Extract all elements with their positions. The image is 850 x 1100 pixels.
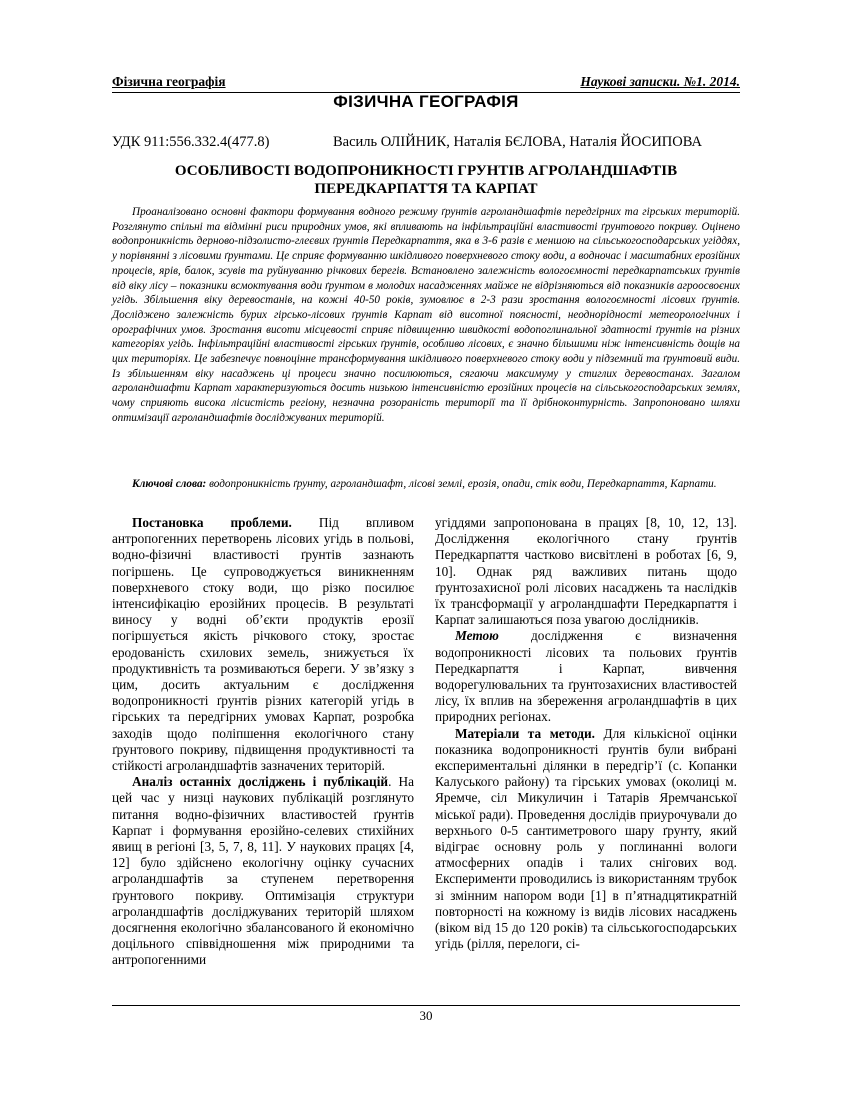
aim-heading: Метою [455, 628, 499, 644]
udk-code: УДК 911:556.332.4(477.8) [112, 134, 270, 150]
methods-heading: Матеріали та методи. [455, 725, 595, 741]
title-line-1: ОСОБЛИВОСТІ ВОДОПРОНИКНОСТІ ГРУНТІВ АГРОЛАНДШАФТІВ [174, 163, 678, 179]
running-header [112, 74, 740, 93]
article-title [112, 162, 740, 198]
problem-heading: Постановка проблеми. [132, 515, 292, 530]
header-journal: Наукові записки. №1. 2014. [580, 74, 740, 89]
title-line-2: ПЕРЕДКАРПАТТЯ ТА КАРПАТ [314, 181, 538, 197]
abstract: Проаналізовано основні фактори формування водного режиму ґрунтів агроландшафтів передгірних та гірських територій. Розглянуто спільні та відмінні риси природних умов, які впливають на інфільтраційні властивості ґрунтового покриву. Оцінено водопроникність дерново-підзолисто-глеєвих ґрунтів Передкарпаття, яка в 3-6 разів є меншою на сільськогосподарських угіддях, у порівнянні з лісовими ґрунтами. Це сприяє формуванню шкідливого поверхневого стоку води, а водночас і масштабних ерозійних процесів, ярів, балок, зсувів та руйнуванню річкових берегів. Встановлено залежність вологоємності передкарпатських ґрунтів від віку лісу – показники всмоктування води ґрунтом в молодих насадженнях майже не відрізняються від показників агроосвоєних угідь. Збільшення віку деревостанів, на кожні 40-50 років, зумовлює в 2-3 рази зростання вологоємності лісових ґрунтів. Досліджено залежність бурих гірсько-лісових ґрунтів Карпат від висотної поясності, неоднорідності метеорологічних і орографічних умов. Зростання висоти місцевості сприяє підвищенню швидкості водопоглинальної здатності ґрунтів на різних категоріях угідь. Інфільтраційні властивості гірських ґрунтів, особливо лісових, є значно більшими ніж інтенсивність дощів на цих територіях. Це забезпечує повноцінне трансформування шкідливого поверхневого стоку води у підземний та ґрунтовий види. Із збільшенням віку насаджень ці процеси значно посилюються, сягаючи максимуму у стиглих деревостанах. Загалом агроландшафти Карпат характеризуються досить низькою інтенсивністю ерозійних процесів на сільськогосподарських землях, чому сприяють висока лісистість регіону, незначна розораність території та її дрібноконтурність. Запропоновано шляхи оптимізації агроландшафтів досліджуваних територій. [112, 206, 740, 424]
authors: Василь ОЛІЙНИК, Наталія БЄЛОВА, Наталія ЙОСИПОВА [333, 134, 702, 150]
problem-paragraph: Постановка проблеми. Під впливом антропогенних перетворень лісових угідь в польові, водно-фізичні властивості ґрунтів зазнають погіршень. Це супроводжується виникненням поверхневого стоку води, що різко посилює інтенсифікацію ерозійних процесів. В результаті виносу у водні об’єкти продуктів ерозії погіршується якість річкового стоку, зростає еродованість схилових земель, знижується їх продуктивність та розмиваються береги. У зв’язку з цим, досить актуальним є дослідження водопроникності ґрунтів різних категорій угідь в гірських та передгірних умовах Карпат, розробка заходів щодо поліпшення екологічного стану ґрунтового покриву, підвищення продуктивності та стійкості агроландшафтів зазначених територій. [112, 515, 414, 774]
footer-rule [112, 1005, 740, 1006]
keywords-text: водопроникність ґрунту, агроландшафт, лісові землі, ерозія, опади, стік води, Передкарпаття, Карпати. [206, 478, 717, 490]
continuation-paragraph: угіддями запропонована в працях [8, 10, 12, 13]. Дослідження екологічного стану ґрунтів Передкарпаття частково висвітлені в роботах [6, 9, 10]. Однак ряд важливих питань щодо ґрунтозахисної ролі лісових насаджень та наслідків їх трансформації у агроландшафти Передкарпаття і Карпат залишаються поза увагою дослідників. [435, 515, 737, 628]
keywords-label: Ключові слова: [132, 478, 207, 490]
section-title: ФІЗИЧНА ГЕОГРАФІЯ [333, 92, 519, 111]
methods-paragraph: Матеріали та методи. Для кількісної оцінки показника водопроникності ґрунтів були вибрані експериментальні ділянки в передгір’ї (с. Копанки Калуського району) та гірських умовах (околиці м. Яремче, сіл Микуличин і Татарів Яремчанської міської ради). Проведення дослідів приурочували до верхнього 0-5 сантиметрового шару ґрунту, який відіграє основну роль у поглинанні вологи атмосферних опадів і талих снігових вод. Експерименти проводились із використанням трубок зі змінним напором води [1] в п’ятнадцятикратній повторності на кожному із видів лісових насаджень (віком від 15 до 120 років) та сільськогосподарських угідь (рілля, перелоги, сі- [435, 725, 737, 952]
page-number: 30 [419, 1008, 433, 1023]
review-heading: Аналіз останніх досліджень і публікацій [132, 774, 389, 790]
review-paragraph: Аналіз останніх досліджень і публікацій. На цей час у низці наукових публікацій розглянуто питання водно-фізичних властивостей ґрунтів Карпат і формування ерозійно-селевих стихійних явищ в регіоні [3, 5, 7, 8, 11]. У наукових працях [4, 12] було здійснено екологічну оцінку сучасних агроландшафтів за ступенем перетворення ґрунтового покриву. Оптимізація структури агроландшафтів досліджуваних територій шляхом досягнення екологічно збалансованого й економічно доцільного співвідношення між природними та антропогенними [112, 774, 414, 968]
right-column [435, 515, 737, 952]
left-column [112, 515, 414, 969]
header-section: Фізична географія [112, 74, 226, 89]
aim-paragraph: Метою дослідження є визначення водопроникності лісових та польових ґрунтів Передкарпаття і Карпат, вивчення водорегулювальних та ґрунтозахисних властивостей лісу, їх вплив на збереження агроландшафтів в цих природних регіонах. [435, 628, 737, 725]
keywords [112, 477, 740, 492]
